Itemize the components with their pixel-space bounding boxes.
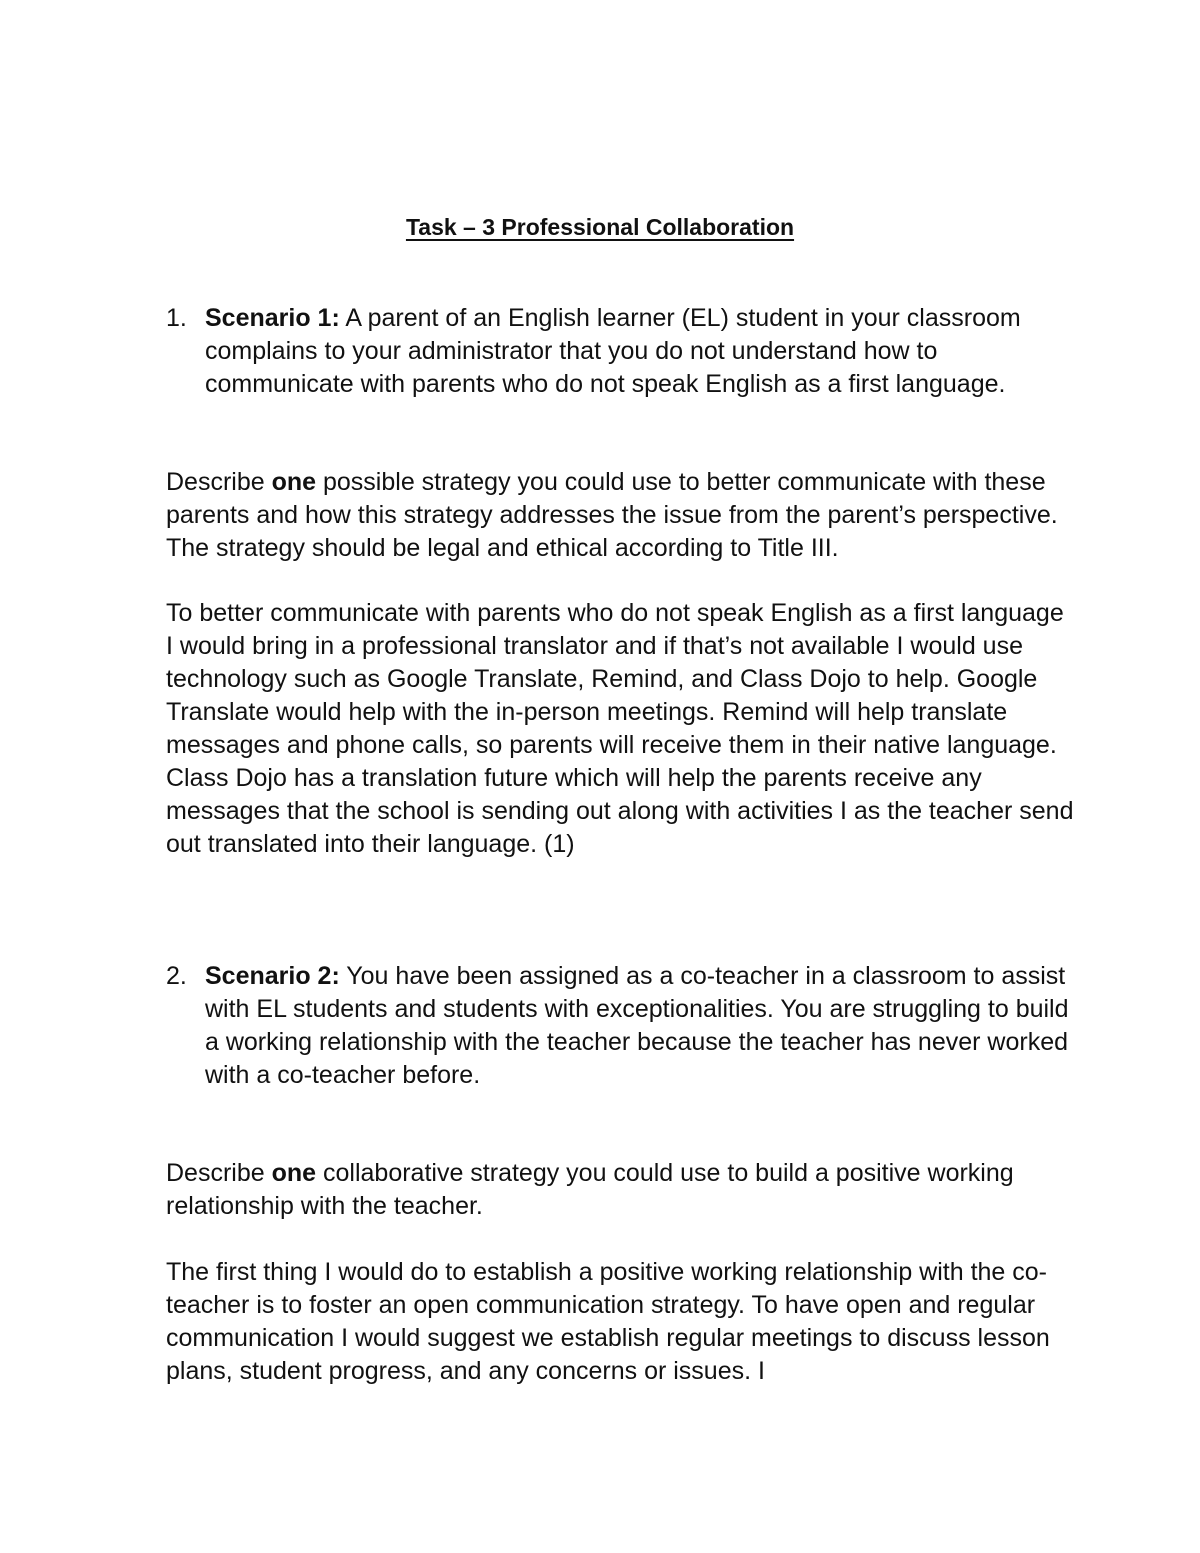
- scenario-2-text: You have been assigned as a co-teacher in a classroom to assist with EL students and students with exceptionalities. You are struggling to build a working relationship with the teacher because the teacher has never worked with a co-teacher before.: [205, 962, 1069, 1089]
- list-number: 2.: [166, 962, 187, 990]
- scenario-1-body: [205, 302, 1076, 401]
- answer-2-paragraph: The first thing I would do to establish a positive working relationship with the co-teacher is to foster an open communication strategy. To have open and regular communication I would suggest we establish regular meetings to discuss lesson plans, student progress, and any concerns or issues. I: [166, 1258, 1050, 1385]
- prompt-1-emphasis: one: [271, 468, 317, 496]
- scenario-2-body: [205, 960, 1076, 1092]
- scenario-1-text: A parent of an English learner (EL) student in your classroom complains to your administrator that you do not understand how to communicate with parents who do not speak English as a first language.: [205, 304, 1021, 398]
- answer-1-paragraph: To better communicate with parents who do not speak English as a first language I would bring in a professional translator and if that’s not available I would use technology such as Google Translate, Remind, and Class Dojo to help. Google Translate would help with the in-person meetings. Remind will help translate messages and phone calls, so parents will receive them in their native language. Class Dojo has a translation future which will help the parents receive any messages that the school is sending out along with activities I as the teacher send out translated into their language. (1): [166, 599, 1074, 858]
- prompt-2-emphasis: one: [271, 1159, 317, 1187]
- scenario-1-label: Scenario 1:: [205, 304, 340, 332]
- scenario-1-item: [166, 302, 1076, 401]
- prompt-2-post: collaborative strategy you could use to build a positive working relationship with the teacher.: [166, 1159, 1014, 1220]
- list-number: 1.: [166, 304, 187, 332]
- prompt-1-pre: Describe: [166, 468, 272, 496]
- page-title: Task – 3 Professional Collaboration: [405, 214, 795, 240]
- scenario-2-item: [166, 960, 1076, 1092]
- prompt-2-pre: Describe: [166, 1159, 272, 1187]
- prompt-1-paragraph: [166, 466, 1076, 565]
- prompt-2-paragraph: [166, 1157, 1076, 1223]
- prompt-1-post: possible strategy you could use to better communicate with these parents and how this strategy addresses the issue from the parent’s perspective. The strategy should be legal and ethical according to Title III.: [166, 468, 1058, 562]
- scenario-2-label: Scenario 2:: [205, 962, 340, 990]
